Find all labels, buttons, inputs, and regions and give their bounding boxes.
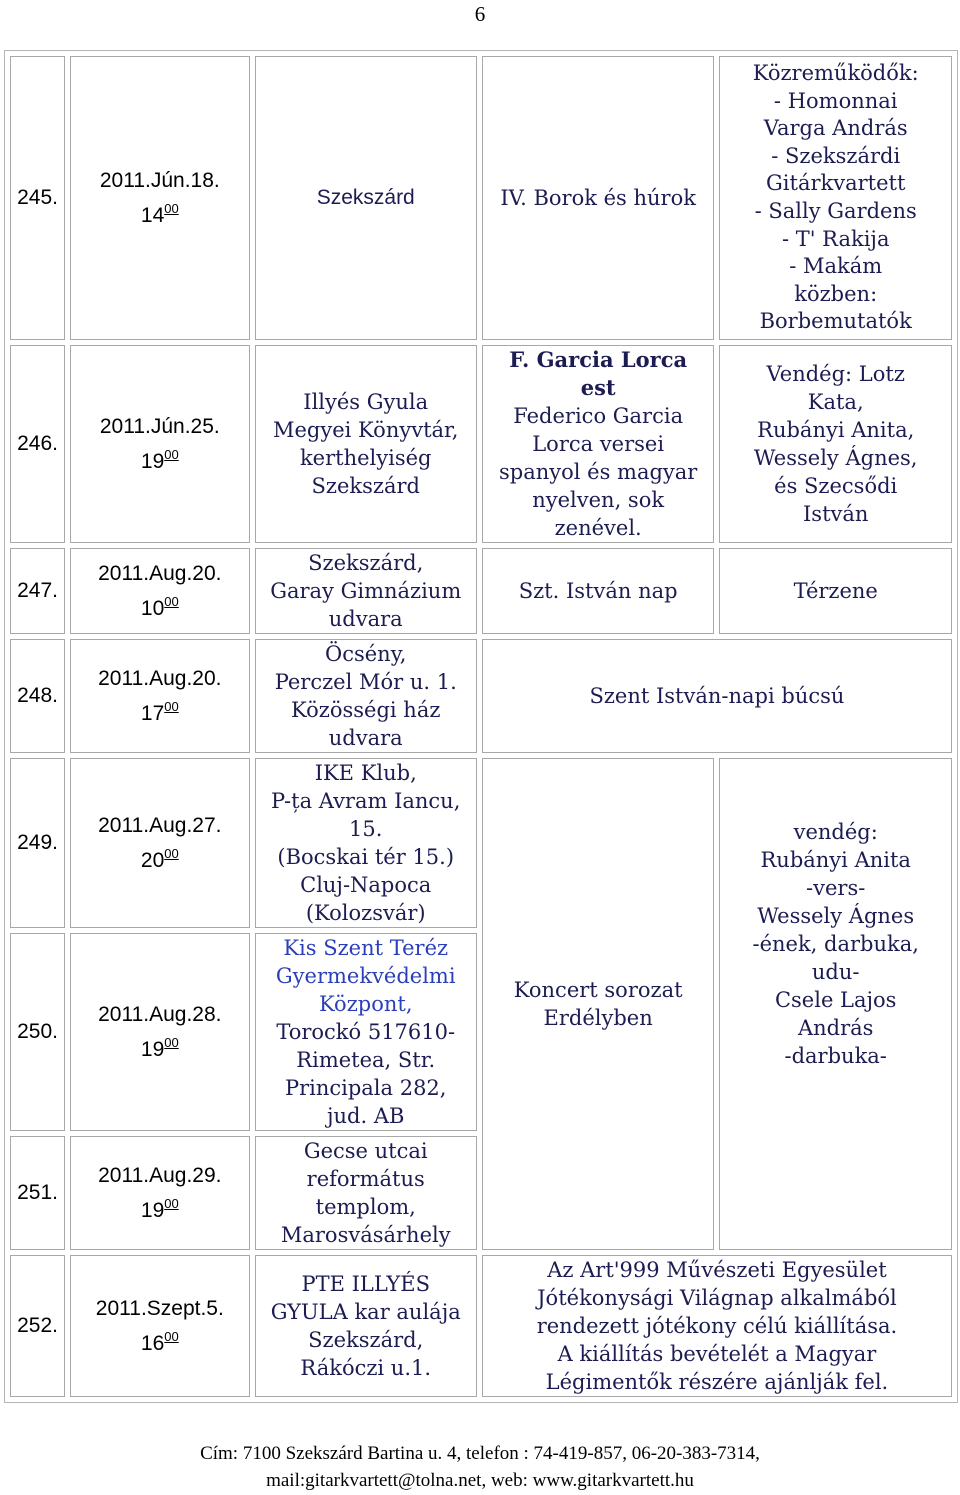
event-guests: vendég: Rubányi Anita -vers- Wessely Ágnes -ének, darbuka, udu- Csele Lajos András -darbuka- (719, 758, 952, 1250)
event-venue: Szekszárd, Garay Gimnázium udvara (255, 548, 477, 634)
event-number: 252. (10, 1255, 65, 1397)
event-date: 2011.Aug.20. $10^{00}$ (70, 548, 250, 634)
event-venue: Kis Szent Teréz Gyermekvédelmi Központ, Torockó 517610- Rimetea, Str. Principala 282, jud. AB (255, 933, 477, 1131)
event-number: 247. (10, 548, 65, 634)
table-row (10, 548, 952, 634)
event-date: 2011.Aug.29. $19^{00}$ (70, 1136, 250, 1250)
table-row (10, 345, 952, 543)
event-number: 245. (10, 56, 65, 340)
event-venue: Illyés Gyula Megyei Könyvtár, kerthelyiség Szekszárd (255, 345, 477, 543)
event-title: F. Garcia Lorca est Federico Garcia Lorca versei spanyol és magyar nyelven, sok zenével. (482, 345, 715, 543)
event-venue: Öcsény, Perczel Mór u. 1. Közösségi ház udvara (255, 639, 477, 753)
event-title: Szt. István nap (482, 548, 715, 634)
event-date: 2011.Jún.25. $19^{00}$ (70, 345, 250, 543)
table-row (10, 639, 952, 753)
event-number: 246. (10, 345, 65, 543)
event-number: 249. (10, 758, 65, 928)
event-schedule-table (4, 50, 958, 1403)
event-number: 248. (10, 639, 65, 753)
event-venue: IKE Klub, P-ța Avram Iancu, 15. (Bocskai tér 15.) Cluj-Napoca (Kolozsvár) (255, 758, 477, 928)
event-date: 2011.Szept.5. $16^{00}$ (70, 1255, 250, 1397)
table-row (10, 1255, 952, 1397)
event-date: 2011.Aug.27. $20^{00}$ (70, 758, 250, 928)
event-number: 250. (10, 933, 65, 1131)
event-guests: Közreműködők: - Homonnai Varga András - Szekszárdi Gitárkvartett - Sally Gardens - T' Rakija - Makám közben: Borbemutatók (719, 56, 952, 340)
event-date: 2011.Aug.20. $17^{00}$ (70, 639, 250, 753)
event-number: 251. (10, 1136, 65, 1250)
event-date: 2011.Aug.28. $19^{00}$ (70, 933, 250, 1131)
event-title: Koncert sorozat Erdélyben (482, 758, 715, 1250)
event-venue: Gecse utcai református templom, Marosvásárhely (255, 1136, 477, 1250)
event-guests: Térzene (719, 548, 952, 634)
event-guests: Vendég: Lotz Kata, Rubányi Anita, Wessely Ágnes, és Szecsődi István (719, 345, 952, 543)
table-row (10, 758, 952, 928)
event-venue: PTE ILLYÉS GYULA kar aulája Szekszárd, Rákóczi u.1. (255, 1255, 477, 1397)
table-row (10, 56, 952, 340)
event-venue: Szekszárd (255, 56, 477, 340)
footer-address: Cím: 7100 Szekszárd Bartina u. 4, telefon : 74-419-857, 06-20-383-7314, (200, 1443, 760, 1464)
page-number: 6 (474, 2, 486, 26)
event-title: Az Art'999 Művészeti Egyesület Jótékonysági Világnap alkalmából rendezett jótékony célú kiállítása. A kiállítás bevételét a Magyar Légimentők részére ajánlják fel. (482, 1255, 952, 1397)
event-title: Szent István-napi búcsú (482, 639, 952, 753)
event-title: IV. Borok és húrok (482, 56, 715, 340)
footer-contact: mail:gitarkvartett@tolna.net, web: www.gitarkvartett.hu (266, 1470, 694, 1491)
event-date: 2011.Jún.18. $14^{00}$ (70, 56, 250, 340)
